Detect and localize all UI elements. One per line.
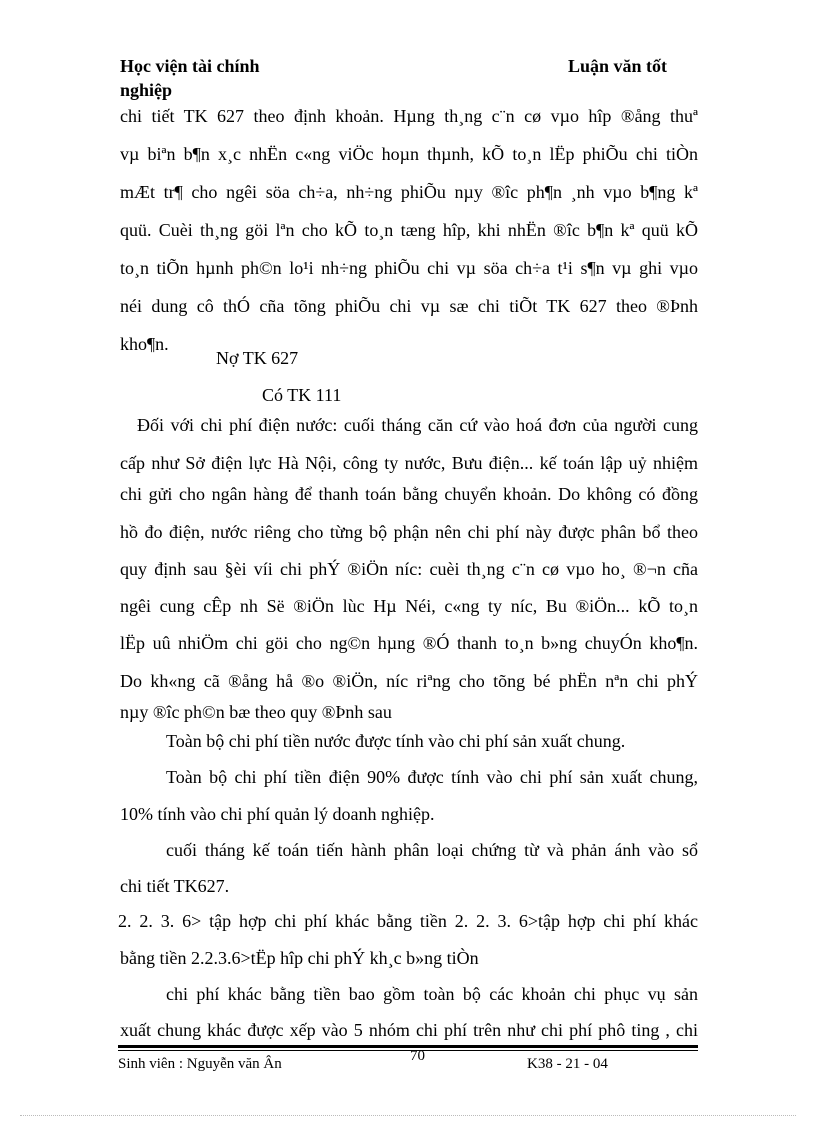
body-line: mÆt tr¶ cho ngêi söa ch÷a, nh÷ng phiÕu nµy ®îc ph¶n ¸nh vµo b¶ng kª xyxy=(120,182,698,202)
body-line: nµy ®îc ph©n bæ theo quy ®Þnh sau xyxy=(120,702,392,722)
body-line: Toàn bộ chi phí tiền nước được tính vào chi phí sản xuất chung. xyxy=(166,731,626,751)
footer-class-code: K38 - 21 - 04 xyxy=(527,1056,608,1072)
body-line: chi tiết TK627. xyxy=(120,876,230,896)
header-institution-line1: Học viện tài chính xyxy=(120,56,260,76)
body-line: kho¶n. xyxy=(120,334,169,354)
header-institution-line2: nghiệp xyxy=(120,80,173,100)
body-line: xuất chung khác được xếp vào 5 nhóm chi phí trên như chi phí phô ting , chi xyxy=(120,1020,698,1040)
section-heading: bằng tiền 2.2.3.6>tËp hîp chi phÝ kh¸c b»ng tiÒn xyxy=(120,948,479,968)
body-line: cấp như Sở điện lực Hà Nội, công ty nước, Bưu điện... kế toán lập uỷ nhiệm xyxy=(120,453,698,473)
body-line: Toàn bộ chi phí tiền điện 90% được tính vào chi phí sản xuất chung, xyxy=(166,767,698,787)
body-line: Do kh«ng cã ®ång hå ®o ®iÖn, níc riªng cho tõng bé phËn nªn chi phÝ xyxy=(120,671,698,691)
body-line: néi dung cô thÓ cña tõng phiÕu chi vµ sæ chi tiÕt TK 627 theo ®Þnh xyxy=(120,296,698,316)
footer-rule xyxy=(118,1050,698,1051)
header-institution xyxy=(120,54,260,102)
debit-entry: Nợ TK 627 xyxy=(216,348,299,368)
body-line: hồ đo điện, nước riêng cho từng bộ phận nên chi phí này được phân bổ theo xyxy=(120,522,698,542)
body-line: 10% tính vào chi phí quản lý doanh nghiệp. xyxy=(120,804,435,824)
body-line: quü. Cuèi th¸ng göi lªn cho kÕ to¸n tæng hîp, khi nhËn ®îc b¶n kª quü kÕ xyxy=(120,220,698,240)
footer-rule xyxy=(118,1045,698,1048)
body-line: chi gửi cho ngân hàng để thanh toán bằng chuyển khoản. Do không có đồng xyxy=(120,484,698,504)
body-line: chi tiết TK 627 theo định khoản. Hµng th¸ng c¨n cø vµo hîp ®ång thuª xyxy=(120,106,698,126)
body-line: vµ biªn b¶n x¸c nhËn c«ng viÖc hoµn thµnh, kÕ to¸n lËp phiÕu chi tiÒn xyxy=(120,144,698,164)
page-edge-line xyxy=(20,1115,796,1116)
body-line: lËp uû nhiÖm chi göi cho ng©n hµng ®Ó thanh to¸n b»ng chuyÓn kho¶n. xyxy=(120,633,698,653)
body-line: chi phí khác bằng tiền bao gồm toàn bộ các khoản chi phục vụ sản xyxy=(166,984,698,1004)
footer-page-number: 70 xyxy=(410,1048,425,1064)
body-line: cuối tháng kế toán tiến hành phân loại chứng từ và phản ánh vào sổ xyxy=(166,840,698,860)
body-line: ngêi cung cÊp nh Së ®iÖn lùc Hµ Néi, c«ng ty níc, Bu ®iÖn... kÕ to¸n xyxy=(120,596,698,616)
body-line: quy định sau §èi víi chi phÝ ®iÖn níc: cuèi th¸ng c¨n cø vµo ho¸ ®¬n cña xyxy=(120,559,698,579)
header-thesis-title: Luận văn tốt xyxy=(568,56,668,76)
footer-student: Sinh viên : Nguyễn văn Ân xyxy=(118,1056,282,1072)
credit-entry: Có TK 111 xyxy=(262,385,342,405)
body-line: Đối với chi phí điện nước: cuối tháng căn cứ vào hoá đơn của người cung xyxy=(137,415,698,435)
body-line: to¸n tiÕn hµnh ph©n lo¹i nh÷ng phiÕu chi vµ söa ch÷a t¹i s¶n vµ ghi vµo xyxy=(120,258,698,278)
section-heading: 2. 2. 3. 6> tập hợp chi phí khác bằng tiền 2. 2. 3. 6>tập hợp chi phí khác xyxy=(118,911,698,931)
